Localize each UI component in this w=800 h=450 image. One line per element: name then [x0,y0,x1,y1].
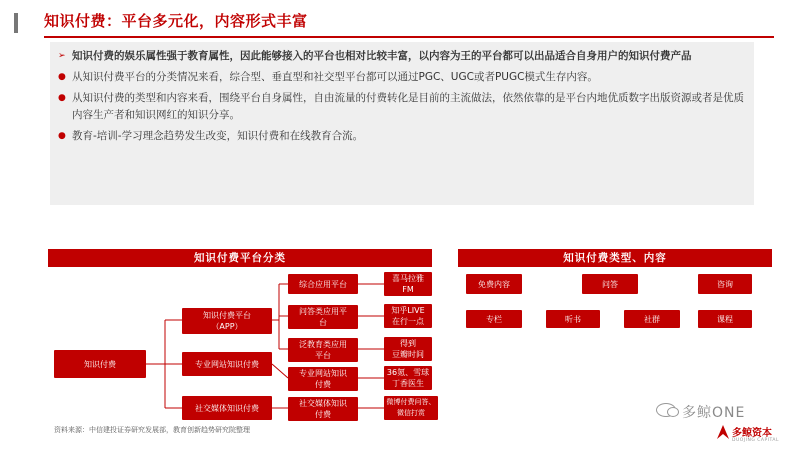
page-title: 知识付费：平台多元化，内容形式丰富 [44,12,308,30]
bullet-text: 教育-培训-学习理念趋势发生改变，知识付费和在线教育合流。 [72,130,364,142]
platform-classification-header: 知识付费平台分类 [48,249,432,267]
bullet-item [58,48,744,65]
type-node: 社群 [624,310,680,328]
bullet-item [58,90,744,124]
bullet-text: 从知识付费的类型和内容来看，围绕平台自身属性，自由流量的付费转化是目前的主流做法，依然依靠的是平台内地优质数字出版资源或者是优质内容生产者和知识网红的知识分享。 [72,92,744,121]
example-node: 喜马拉雅 FM [384,272,432,296]
level2-node: 社交媒体知识 付费 [288,397,358,421]
header-accent-bar [14,13,18,33]
type-node: 听书 [546,310,600,328]
level2-node: 专业网站知识 付费 [288,367,358,391]
duojing-logo-icon [716,424,730,440]
type-node: 免费内容 [466,274,522,294]
arrow-bullet-icon: ➢ [58,51,66,61]
type-node: 咨询 [698,274,752,294]
example-node: 得到 豆瓣时间 [384,337,432,361]
example-node: 微博付费问答、 微信打赏 [384,396,438,420]
bullet-item [58,128,744,145]
bullet-text: 知识付费的娱乐属性强于教育属性，因此能够接入的平台也相对比较丰富，以内容为王的平台都可以出品适合自身用户的知识付费产品 [72,50,692,62]
type-node: 问答 [582,274,638,294]
type-node: 课程 [698,310,752,328]
header-divider [44,36,774,38]
level2-node: 问答类应用平 台 [288,305,358,329]
bullet-text: 从知识付费平台的分类情况来看，综合型、垂直型和社交型平台都可以通过PGC、UGC或者PUGC模式生存内容。 [72,71,598,83]
type-node: 专栏 [466,310,522,328]
level2-node: 泛教育类应用 平台 [288,338,358,362]
root-node: 知识付费 [54,350,146,378]
logo-subtext: DUOJING CAPITAL [732,438,779,443]
level1-node-professional: 专业网站知识付费 [182,352,272,376]
level1-node-app: 知识付费平台 （APP） [182,308,272,334]
dot-bullet-icon: ● [58,131,66,141]
example-node: 知乎LIVE 在行一点 [384,304,432,328]
bullet-box [50,42,754,205]
watermark-text: 多鲸ONE [682,405,746,421]
dot-bullet-icon: ● [58,93,66,103]
dot-bullet-icon: ● [58,72,66,82]
example-node: 36氪、雪球 丁香医生 [384,366,432,390]
level1-node-social: 社交媒体知识付费 [182,396,272,420]
types-content-header: 知识付费类型、内容 [458,249,772,267]
bullet-item [58,69,744,86]
level2-node: 综合应用平台 [288,274,358,294]
logo-text: 多鲸资本 [732,428,772,439]
wechat-icon [656,403,676,417]
source-note: 资料来源：中信建投证券研究发展部，教育创新趋势研究院整理 [54,426,250,434]
